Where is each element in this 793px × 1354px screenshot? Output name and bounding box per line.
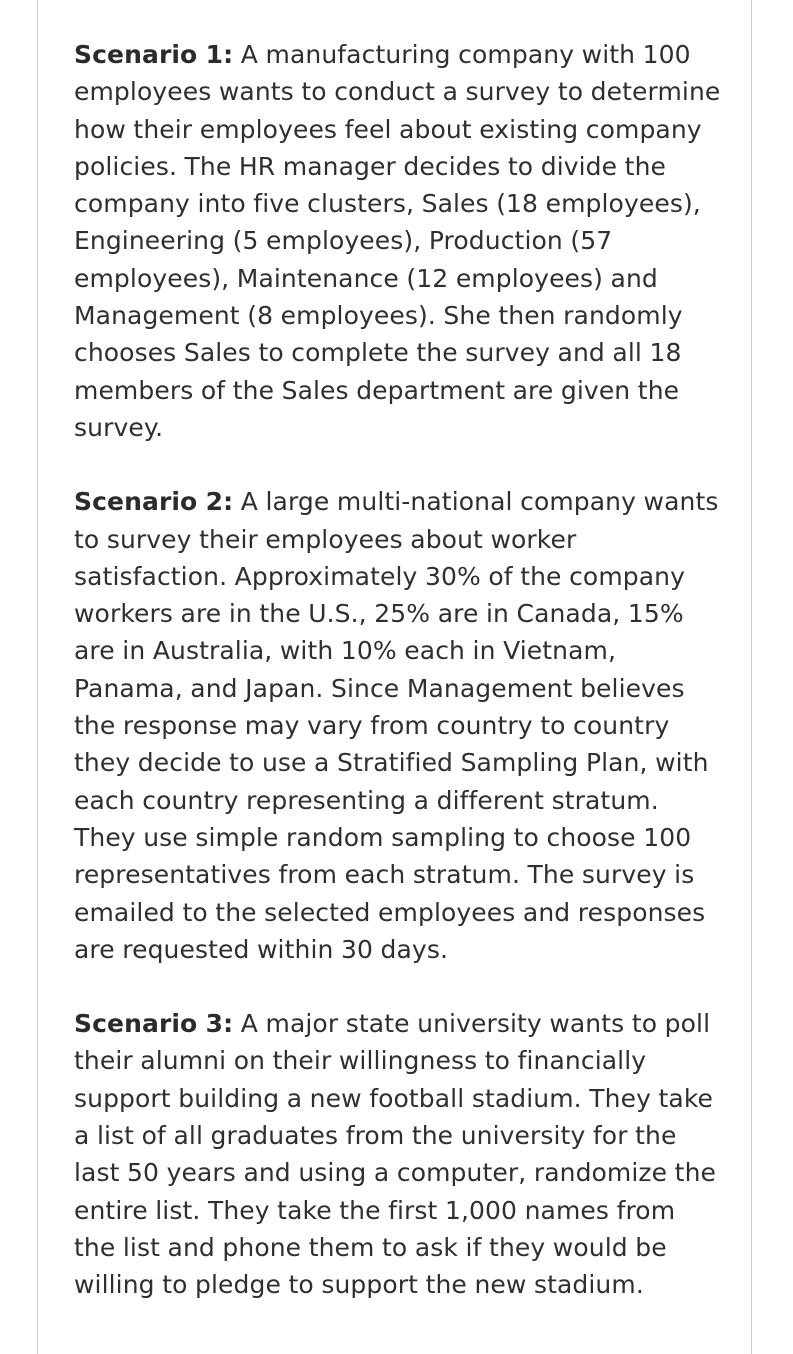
scenario-3-heading: Scenario 3: xyxy=(74,1009,234,1039)
scenario-3-text: A major state university wants to poll their alumni on their willingness to financially support building a new football stadium. They take a list of all graduates from the university for the last 50 years and using a computer, randomize the entire list. They take the first 1,000 names from the list and phone them to ask if they would be willing to pledge to support the new stadium. xyxy=(74,1009,717,1300)
scenario-1-heading: Scenario 1: xyxy=(74,40,234,69)
scenario-2-heading: Scenario 2: xyxy=(74,487,234,517)
scenario-3 xyxy=(74,1005,724,1303)
scenario-1 xyxy=(74,36,724,446)
scenario-2-text: A large multi-national company wants to survey their employees about worker satisfaction. Approximately 30% of the company workers are in the U.S., 25% are in Canada, 15% are in Australia, with 10% each in Vietnam, Panama, and Japan. Since Management believes the response may vary from country to country they decide to use a Stratified Sampling Plan, with each country representing a different stratum. They use simple random sampling to choose 100 representatives from each stratum. The survey is emailed to the selected employees and responses are requested within 30 days. xyxy=(74,487,719,964)
scenario-1-text: A manufacturing company with 100 employees wants to conduct a survey to determine how their employees feel about existing company policies. The HR manager decides to divide the company into five clusters, Sales (18 employees), Engineering (5 employees), Production (57 employees), Maintenance (12 employees) and Management (8 employees). She then randomly chooses Sales to complete the survey and all 18 members of the Sales department are given the survey. xyxy=(74,40,721,442)
scenario-list xyxy=(74,36,724,1341)
scenario-2 xyxy=(74,483,724,968)
content-card xyxy=(37,0,752,1354)
